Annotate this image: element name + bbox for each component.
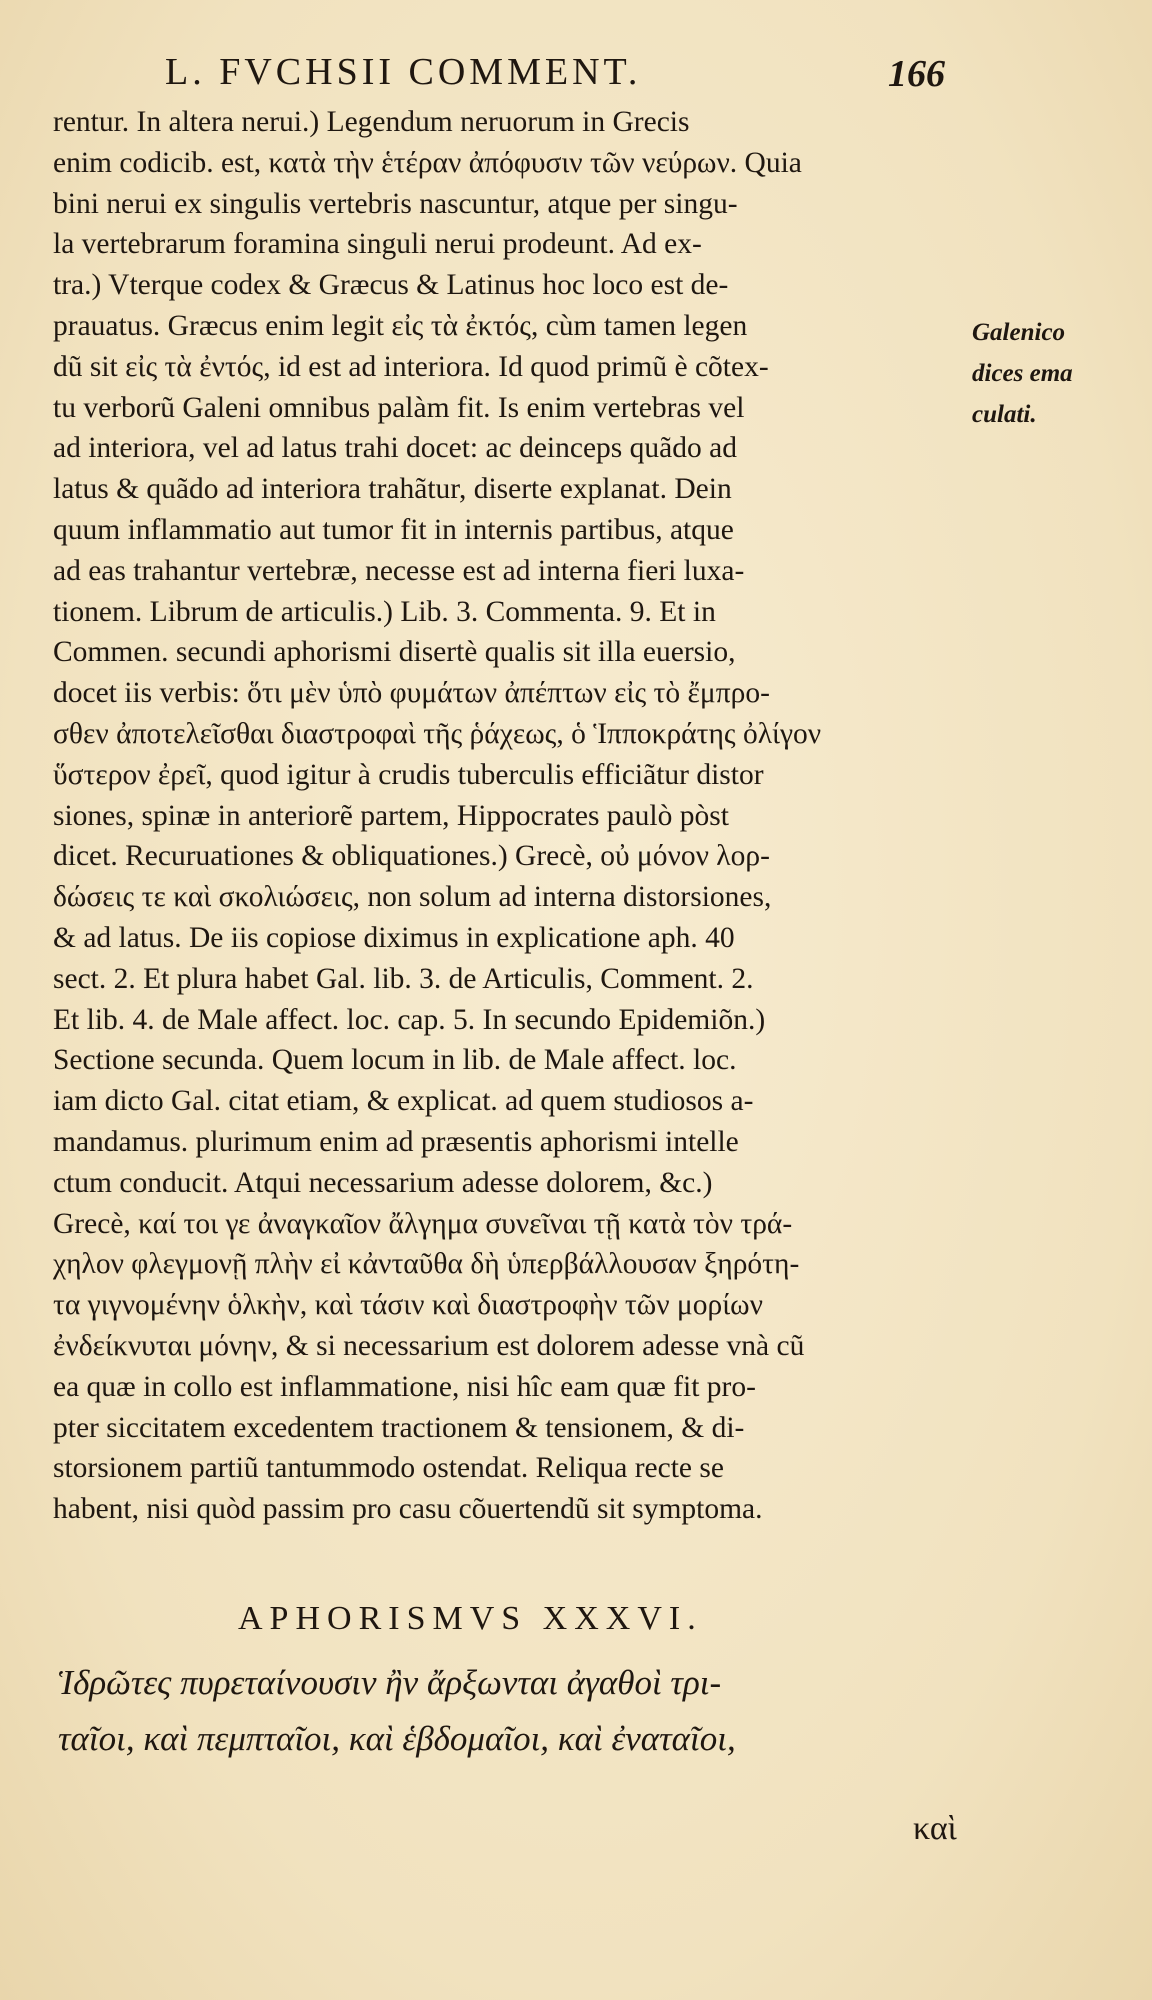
aphorism-line: Ἱδρῶτες πυρεταίνουσιν ἢν ἄρξωνται ἀγαθοὶ τρι-: [58, 1663, 722, 1702]
page-header: [0, 42, 1152, 102]
text-line: prauatus. Græcus enim legit εἰς τὰ ἐκτός, cùm tamen legen: [53, 309, 748, 342]
section-heading: APHORISMVS XXXVI.: [238, 1600, 703, 1637]
text-line: dũ sit εἰς τὰ ἐντός, id est ad interiora. Id quod primũ è cõtex-: [53, 350, 769, 383]
text-line: ea quæ in collo est inflammatione, nisi hîc eam quæ fit pro-: [53, 1370, 756, 1403]
aphorism-text: [58, 1655, 978, 1767]
commentary-text: [53, 102, 973, 1530]
text-line: tionem. Librum de articulis.) Lib. 3. Commenta. 9. Et in: [53, 595, 716, 628]
text-line: Et lib. 4. de Male affect. loc. cap. 5. In secundo Epidemiõn.): [53, 1003, 766, 1036]
text-line: χηλον φλεγμονῇ πλὴν εἰ κἀνταῦθα δὴ ὑπερβάλλουσαν ξηρότη-: [53, 1248, 800, 1281]
text-line: latus & quãdo ad interiora trahãtur, diserte explanat. Dein: [53, 473, 732, 506]
text-line: sect. 2. Et plura habet Gal. lib. 3. de Articulis, Comment. 2.: [53, 962, 754, 995]
text-line: Commen. secundi aphorismi disertè qualis sit illa euersio,: [53, 636, 736, 669]
text-line: siones, spinæ in anteriorẽ partem, Hippocrates paulò pòst: [53, 799, 729, 832]
text-line: quum inflammatio aut tumor fit in internis partibus, atque: [53, 513, 734, 546]
text-line: rentur. In altera nerui.) Legendum neruorum in Grecis: [53, 106, 690, 138]
text-line: τα γιγνομένην ὁλκὴν, καὶ τάσιν καὶ διαστροφὴν τῶν μορίων: [53, 1289, 763, 1322]
text-line: bini nerui ex singulis vertebris nascuntur, atque per singu-: [53, 187, 738, 220]
margin-note-line: Galenico: [972, 319, 1066, 346]
text-line: storsionem partiũ tantummodo ostendat. Reliqua recte se: [53, 1452, 724, 1485]
page-number: 166: [888, 53, 945, 95]
text-line: δώσεις τε καὶ σκολιώσεις, non solum ad interna distorsiones,: [53, 881, 772, 914]
text-line: iam dicto Gal. citat etiam, & explicat. ad quem studiosos a-: [53, 1085, 754, 1118]
margin-note-line: culati.: [972, 400, 1037, 428]
text-line: tra.) Vterque codex & Græcus & Latinus hoc loco est de-: [53, 269, 729, 302]
margin-note-line: dices ema: [972, 359, 1073, 387]
text-line: ad eas trahantur vertebræ, necesse est ad interna fieri luxa-: [53, 554, 745, 587]
text-line: σθεν ἀποτελεῖσθαι διαστροφαὶ τῆς ῥάχεως, ὁ Ἱπποκράτης ὀλίγον: [53, 717, 822, 750]
text-line: ὕστερον ἐρεῖ, quod igitur à crudis tuberculis efficiãtur distor: [53, 758, 764, 791]
text-line: docet iis verbis: ὅτι μὲν ὑπὸ φυμάτων ἀπέπτων εἰς τὸ ἔμπρο-: [53, 677, 770, 710]
text-line: Grecè, καί τοι γε ἀναγκαῖον ἄλγημα συνεῖναι τῇ κατὰ τὸν τρά-: [53, 1207, 793, 1240]
text-line: habent, nisi quòd passim pro casu cõuertendũ sit symptoma.: [53, 1493, 763, 1526]
marginal-note: [972, 313, 1147, 435]
text-line: pter siccitatem excedentem tractionem & tensionem, & di-: [53, 1411, 745, 1444]
text-line: ctum conducit. Atqui necessarium adesse dolorem, &c.): [53, 1166, 713, 1199]
text-line: ad interiora, vel ad latus trahi docet: ac deinceps quãdo ad: [53, 432, 737, 465]
text-line: ἐνδείκνυται μόνην, & si necessarium est dolorem adesse vnà cũ: [53, 1329, 805, 1362]
aphorism-line: ταῖοι, καὶ πεμπταῖοι, καὶ ἑβδομαῖοι, καὶ ἐναταῖοι,: [58, 1719, 736, 1758]
catchword: καὶ: [913, 1810, 957, 1847]
text-line: enim codicib. est, κατὰ τὴν ἑτέραν ἀπόφυσιν τῶν νεύρων. Quia: [53, 146, 802, 179]
text-line: la vertebrarum foramina singuli nerui prodeunt. Ad ex-: [53, 228, 702, 261]
running-head: L. FVCHSII COMMENT.: [165, 51, 642, 93]
text-line: dicet. Recuruationes & obliquationes.) Grecè, οὐ μόνον λορ-: [53, 840, 770, 873]
text-line: Sectione secunda. Quem locum in lib. de Male affect. loc.: [53, 1044, 737, 1077]
text-line: mandamus. plurimum enim ad præsentis aphorismi intelle: [53, 1125, 739, 1158]
text-line: tu verborũ Galeni omnibus palàm fit. Is enim vertebras vel: [53, 391, 745, 424]
text-line: & ad latus. De iis copiose diximus in explicatione aph. 40: [53, 921, 735, 954]
